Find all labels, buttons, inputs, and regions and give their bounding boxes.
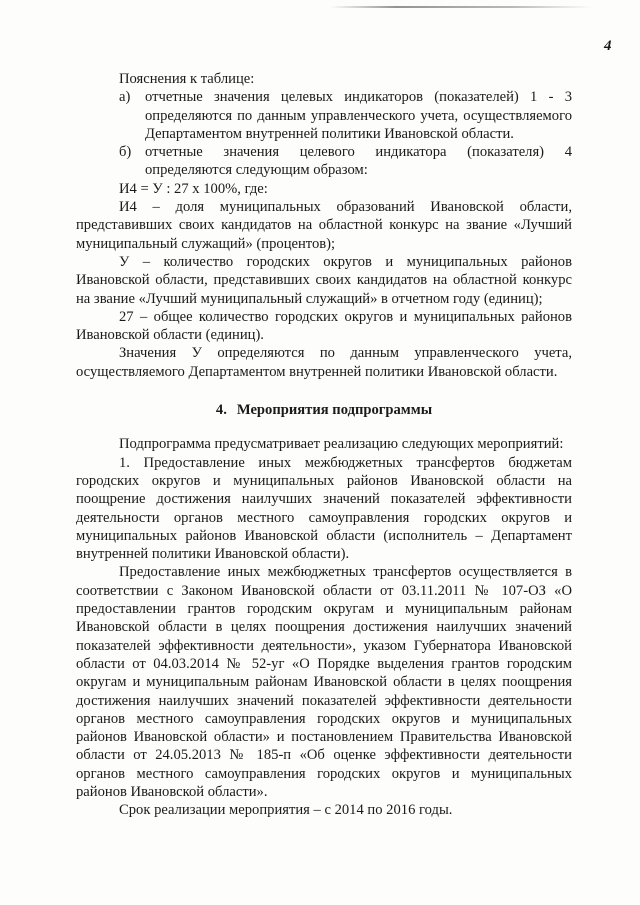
page-number: 4 xyxy=(604,38,612,54)
explanations-closing: Значения У определяются по данным управленческого учета, осуществляемого Департаментом внутренней политики Ивановской области. xyxy=(76,345,572,380)
explanations-title: Пояснения к таблице: xyxy=(119,71,255,87)
definition-27: 27 – общее количество городских округов и муниципальных районов Ивановской области (единиц). xyxy=(76,308,572,344)
explanation-item-b xyxy=(76,143,572,180)
section-heading xyxy=(76,401,572,419)
explanation-item-a xyxy=(76,88,572,143)
measure-item-1: 1. Предоставление иных межбюджетных трансфертов бюджетам городских округов и муниципальных районов Ивановской области на поощрение достижения наилучших значений показателей эффективности деятельности органов местного самоуправления городских округов и муниципальных районов Ивановской области (исполнитель – Департамент внутренней политики Ивановской области). xyxy=(76,454,572,563)
item-text: отчетные значения целевых индикаторов (показателей) 1 - 3 определяются по данным управленческого учета, осуществляемого Департаментом внутренней политики Ивановской области. xyxy=(145,89,572,142)
section-number: 4. xyxy=(215,402,227,419)
scan-artifact-line xyxy=(330,6,592,8)
formula: И4 = У : 27 х 100%, где: xyxy=(119,180,268,197)
implementation-term: Срок реализации мероприятия – с 2014 по 2016 годы. xyxy=(119,802,453,819)
item-text: отчетные значения целевого индикатора (показателя) 4 определяются следующим образом: xyxy=(145,144,572,179)
item-label: б) xyxy=(119,144,132,161)
legal-basis-paragraph: Предоставление иных межбюджетных трансфертов осуществляется в соответствии с Законом Ивановской области от 03.11.2011 № 107-ОЗ «О предоставлении грантов городским округам и муниципальным районам Ивановской области в целях поощрения достижения наилучших значений показателей эффективности деятельности», указом Губернатора Ивановской области от 04.03.2014 № 52-уг «О Порядке выделения грантов городским округам и муниципальным районам Ивановской области в целях поощрения достижения наилучших значений показателей эффективности деятельности органов местного самоуправления городских округов и муниципальных районов Ивановской области» и постановлением Правительства Ивановской области от 24.05.2013 № 185-п «Об оценке эффективности деятельности органов местного самоуправления городских округов и муниципальных районов Ивановской области». xyxy=(76,564,572,800)
section-title: Мероприятия подпрограммы xyxy=(236,402,433,419)
definition-i4: И4 – доля муниципальных образований Ивановской области, представивших своих кандидатов на областной конкурс на звание «Лучший муниципальный служащий» (процентов); xyxy=(76,199,572,252)
item-label: а) xyxy=(119,89,131,106)
document-body xyxy=(76,70,572,820)
section-intro: Подпрограмма предусматривает реализацию следующих мероприятий: xyxy=(119,436,564,453)
definition-u: У – количество городских округов и муниципальных районов Ивановской области, представивших своих кандидатов на областной конкурс на звание «Лучший муниципальный служащий» в отчетном году (единиц); xyxy=(76,253,572,307)
